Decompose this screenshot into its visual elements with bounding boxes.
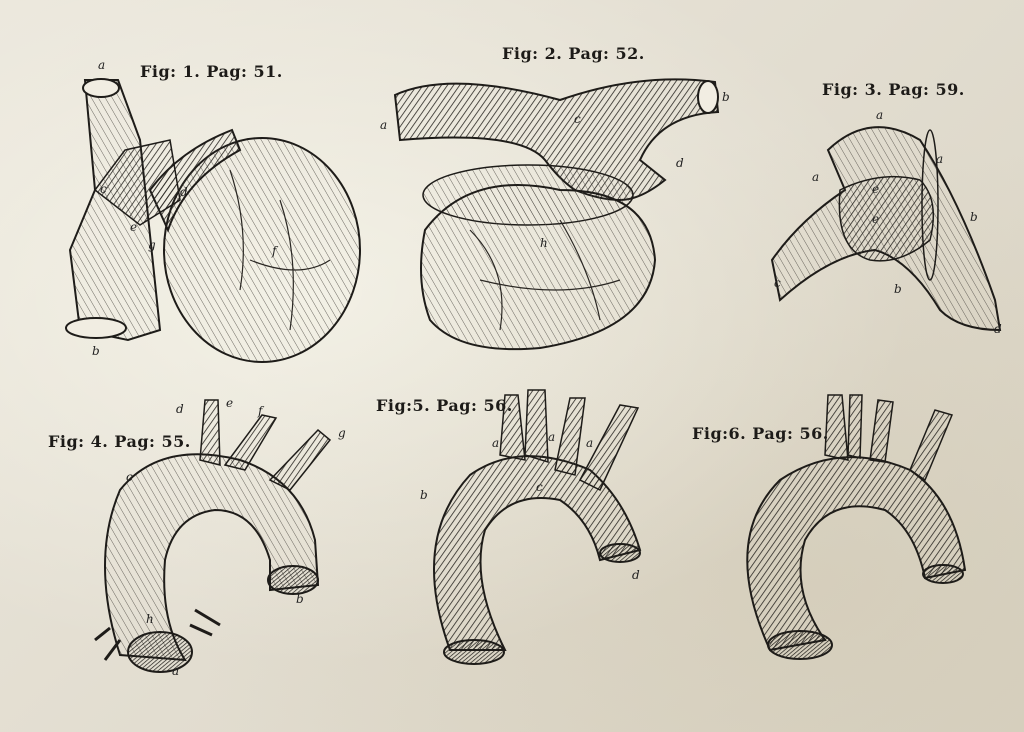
figure-1-caption: Fig: 1. Pag: 51. [140, 62, 283, 81]
figure-label: f [258, 404, 263, 418]
figure-label: e [226, 396, 234, 410]
figure-label: a [172, 664, 180, 678]
figure-label: d [632, 568, 640, 582]
figure-label: f [272, 244, 277, 258]
figure-label: b [296, 592, 304, 606]
figure-label: c [126, 470, 133, 484]
figure-label: a [548, 430, 556, 444]
figure-label: a [586, 436, 594, 450]
figure-label: b [722, 90, 730, 104]
figure-label: h [540, 236, 548, 250]
figure-2-caption: Fig: 2. Pag: 52. [502, 44, 645, 63]
figure-label: d [676, 156, 684, 170]
figure-label: h [146, 612, 154, 626]
figure-label: a [492, 436, 500, 450]
figure-label: c [774, 276, 781, 290]
figure-label: b [970, 210, 978, 224]
figure-label: d [176, 402, 184, 416]
figure-label: a [812, 170, 820, 184]
figure-label: a [936, 152, 944, 166]
figure-4-caption: Fig: 4. Pag: 55. [48, 432, 191, 451]
figure-label: e [872, 212, 880, 226]
figure-5-caption: Fig:5. Pag: 56. [376, 396, 513, 415]
figure-2-heart [395, 79, 718, 349]
figure-5-aorta [434, 390, 640, 664]
figure-label: g [148, 238, 156, 252]
figure-label: a [876, 108, 884, 122]
figure-label: c [536, 480, 543, 494]
figure-label: c [574, 112, 581, 126]
figure-label: e [872, 182, 880, 196]
figure-label: b [92, 344, 100, 358]
figure-label: d [994, 322, 1002, 336]
figure-label: c [100, 182, 107, 196]
figure-label: b [420, 488, 428, 502]
figure-label: a [380, 118, 388, 132]
figure-label: g [338, 426, 346, 440]
figure-label: b [894, 282, 902, 296]
figure-label: d [180, 185, 188, 199]
figure-3-caption: Fig: 3. Pag: 59. [822, 80, 965, 99]
figure-3-vessel [772, 127, 1000, 330]
figure-label: e [130, 220, 138, 234]
figure-6-caption: Fig:6. Pag: 56. [692, 424, 829, 443]
figure-1-heart [66, 79, 360, 362]
figure-label: a [98, 58, 106, 72]
